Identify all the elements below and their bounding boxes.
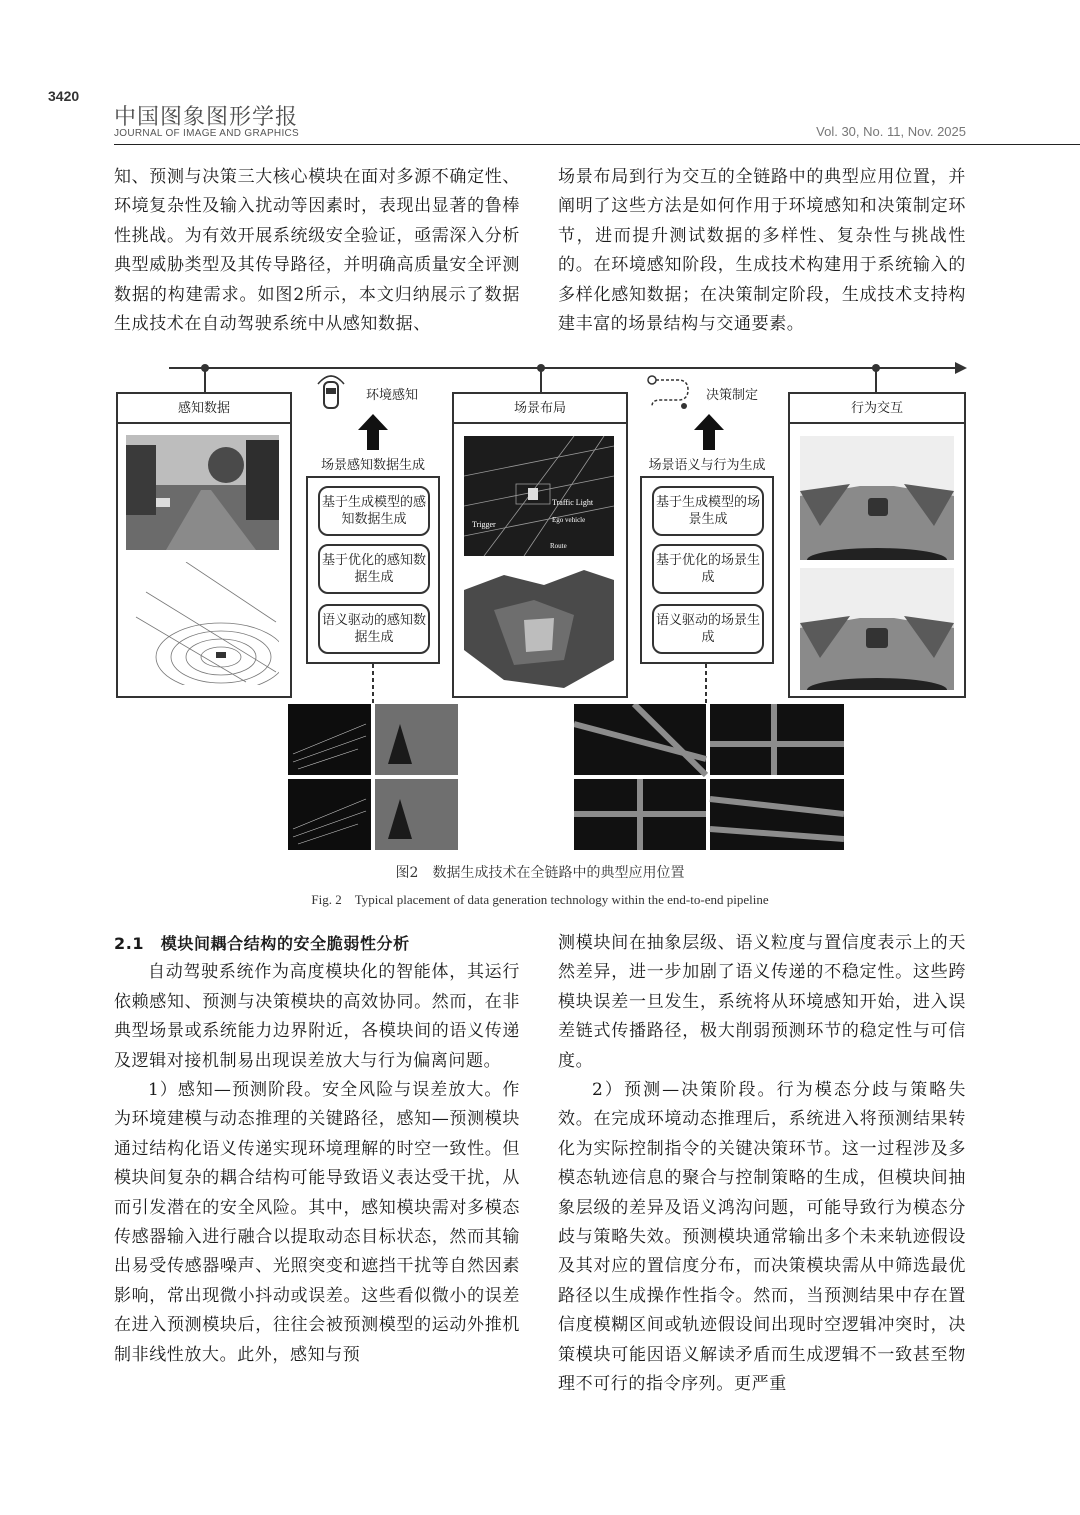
- 3d-scene-image: [464, 570, 614, 688]
- stage-env-perception: 环境感知: [366, 388, 419, 403]
- perception-samples-grid: [288, 704, 458, 850]
- scene-layout-render: [464, 436, 614, 556]
- up-arrow-icon: [358, 414, 388, 450]
- route-plan-icon: [646, 374, 694, 410]
- connector-line: [874, 368, 878, 394]
- journal-title-cn: 中国图象图形学报: [114, 105, 299, 130]
- perception-method-optimization: 基于优化的感知数据生成: [318, 544, 430, 594]
- top-text-left: [114, 163, 520, 339]
- section-right-column: [558, 929, 966, 1400]
- box-perception-data-title: 感知数据: [116, 392, 292, 424]
- paragraph: 测模块间在抽象层级、语义粒度与置信度表示上的天然差异，进一步加剧了语义传递的不稳定性。这些跨模块误差一旦发生，系统将从环境感知开始，进入误差链式传播路径，极大削弱预测环节的稳定性与可信度。: [558, 933, 966, 1071]
- volume-info: Vol. 30, No. 11, Nov. 2025: [816, 124, 966, 139]
- lidar-pointcloud-image: [126, 562, 279, 685]
- connector-line: [539, 368, 543, 394]
- box-behavior-interaction-title: 行为交互: [788, 392, 966, 424]
- label-traffic-light: Traffic Light: [552, 498, 594, 507]
- label-trigger: Trigger: [472, 520, 496, 529]
- street-photo: [126, 435, 279, 550]
- section-left-column: [114, 929, 520, 1370]
- connector-line: [203, 368, 207, 394]
- top-text-right: [558, 163, 966, 339]
- paragraph: 自动驾驶系统作为高度模块化的智能体，其运行依赖感知、预测与决策模块的高效协同。然而，在非典型场景或系统能力边界附近，各模块间的语义传递及逻辑对接机制易出现误差放大与行为偏离问题。: [114, 962, 520, 1071]
- paragraph: 场景布局到行为交互的全链路中的典型应用位置，并阐明了这些方法是如何作用于环境感知和决策制定环节，进而提升测试数据的多样性、复杂性与挑战性的。在环境感知阶段，生成技术构建用于系统输入的多样化感知数据；在决策制定阶段，生成技术支持构建丰富的场景结构与交通要素。: [558, 167, 966, 335]
- paragraph: 知、预测与决策三大核心模块在面对多源不确定性、环境复杂性及输入扰动等因素时，表现出显著的鲁棒性挑战。为有效开展系统级安全验证，亟需深入分析典型威胁类型及其传导路径，并明确高质量安全评测数据的构建需求。如图2所示，本文归纳展示了数据生成技术在自动驾驶系统中从感知数据、: [114, 167, 520, 335]
- scene-method-generative: 基于生成模型的场景生成: [652, 486, 764, 536]
- page-number: 3420: [48, 88, 80, 104]
- driving-view-1: [800, 436, 954, 560]
- paragraph: 2）预测—决策阶段。行为模态分歧与策略失效。在完成环境动态推理后，系统进入将预测结果转化为实际控制指令的关键决策环节。这一过程涉及多模态轨迹信息的聚合与控制策略的生成，但模块间抽象层级的差异及语义鸿沟问题，可能导致行为模态分歧与策略失效。预测模块通常输出多个未来轨迹假设及其对应的置信度分布，而决策模块需从中筛选最优路径以生成操作性指令。然而，当预测结果中存在置信度模糊区间或轨迹假设间出现时空逻辑冲突时，决策模块可能因语义解读矛盾而生成逻辑不一致甚至物理不可行的指令序列。更严重: [558, 1080, 966, 1395]
- up-arrow-icon: [694, 414, 724, 450]
- perception-gen-title: 场景感知数据生成: [320, 458, 425, 473]
- stage-decision-making: 决策制定: [706, 388, 759, 403]
- pipeline-arrow: [169, 360, 969, 376]
- label-route: Route: [550, 542, 567, 550]
- car-sensor-icon: [316, 372, 346, 412]
- paragraph: 1）感知—预测阶段。安全风险与误差放大。作为环境建模与动态推理的关键路径，感知—预测模块通过结构化语义传递实现环境理解的时空一致性。但模块间复杂的耦合结构可能导致语义表达受干扰，从而引发潜在的安全风险。其中，感知模块需对多模态传感器输入进行融合以提取动态目标状态，然而其输出易受传感器噪声、光照突变和遮挡干扰等自然因素影响，常出现微小抖动或误差。这些看似微小的误差在进入预测模块后，往往会被预测模型的运动外推机制非线性放大。此外，感知与预: [114, 1080, 520, 1365]
- scene-method-optimization: 基于优化的场景生成: [652, 544, 764, 594]
- scene-map-grid: [574, 704, 844, 850]
- scene-method-semantic: 语义驱动的场景生成: [652, 604, 764, 654]
- perception-method-generative: 基于生成模型的感知数据生成: [318, 486, 430, 536]
- figure-2: [114, 360, 966, 870]
- box-scene-layout-title: 场景布局: [452, 392, 628, 424]
- dashed-connector: [704, 664, 708, 706]
- header-rule: [114, 144, 1080, 145]
- semantic-gen-title: 场景语义与行为生成: [648, 458, 766, 473]
- section-heading: 2.1 模块间耦合结构的安全脆弱性分析: [114, 934, 410, 953]
- perception-method-semantic: 语义驱动的感知数据生成: [318, 604, 430, 654]
- label-ego-vehicle: Ego vehicle: [552, 516, 586, 524]
- journal-title-en: JOURNAL OF IMAGE AND GRAPHICS: [114, 128, 300, 139]
- driving-view-2: [800, 568, 954, 690]
- figure-caption-cn: 图2 数据生成技术在全链路中的典型应用位置: [395, 865, 685, 881]
- dashed-connector: [371, 664, 375, 706]
- figure-caption-en: Fig. 2 Typical placement of data generation technology within the end-to-end pipeline: [311, 892, 769, 907]
